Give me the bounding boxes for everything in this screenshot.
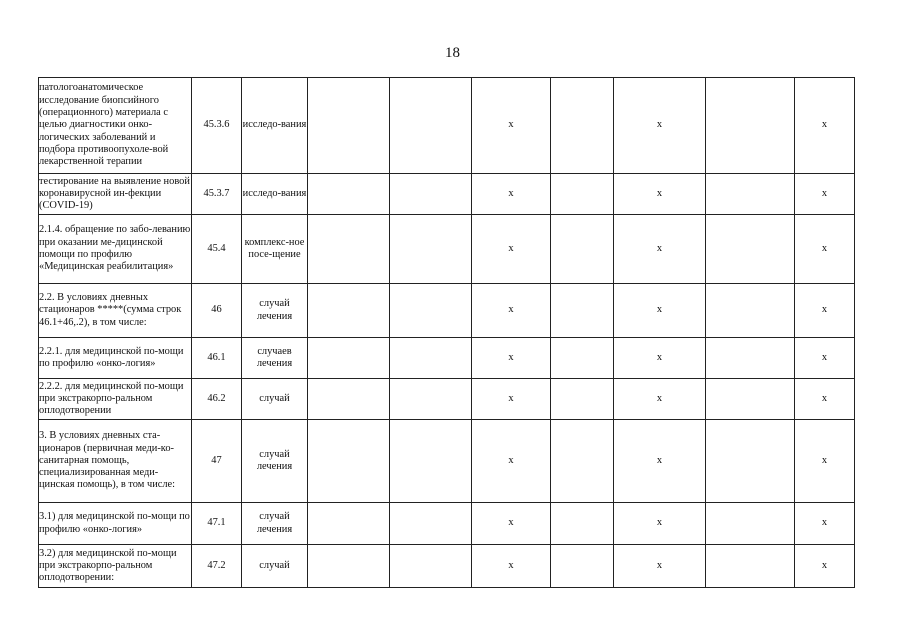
empty-cell [706, 215, 795, 284]
empty-cell [308, 420, 390, 503]
x-mark: x [795, 174, 855, 215]
empty-cell [390, 379, 472, 420]
data-table [38, 77, 855, 588]
empty-cell [551, 174, 614, 215]
empty-cell [551, 78, 614, 174]
row-name: 2.2.1. для медицинской по-мощи по профилю «онко-логия» [39, 338, 192, 379]
empty-cell [390, 215, 472, 284]
empty-cell [308, 503, 390, 545]
row-unit: случаев лечения [242, 338, 308, 379]
table-row [39, 284, 855, 338]
empty-cell [706, 379, 795, 420]
row-unit: исследо-вания [242, 174, 308, 215]
x-mark: x [472, 174, 551, 215]
x-mark: x [614, 545, 706, 588]
empty-cell [551, 420, 614, 503]
table-row [39, 545, 855, 588]
empty-cell [706, 420, 795, 503]
row-name: 3.1) для медицинской по-мощи по профилю «онко-логия» [39, 503, 192, 545]
x-mark: x [614, 338, 706, 379]
empty-cell [308, 284, 390, 338]
empty-cell [551, 284, 614, 338]
empty-cell [706, 284, 795, 338]
empty-cell [706, 338, 795, 379]
table-row [39, 379, 855, 420]
empty-cell [551, 379, 614, 420]
empty-cell [390, 174, 472, 215]
empty-cell [390, 284, 472, 338]
row-code: 46 [192, 284, 242, 338]
x-mark: x [614, 174, 706, 215]
row-name: 3.2) для медицинской по-мощи при экстракорпо-ральном оплодотворении: [39, 545, 192, 588]
row-unit: случай [242, 379, 308, 420]
empty-cell [390, 503, 472, 545]
row-code: 46.1 [192, 338, 242, 379]
empty-cell [390, 545, 472, 588]
page-number: 18 [445, 45, 460, 61]
empty-cell [551, 545, 614, 588]
row-name: 2.2. В условиях дневных стационаров *****(сумма строк 46.1+46,.2), в том числе: [39, 284, 192, 338]
x-mark: x [472, 284, 551, 338]
row-unit: случай лечения [242, 503, 308, 545]
x-mark: x [472, 420, 551, 503]
empty-cell [308, 215, 390, 284]
empty-cell [390, 338, 472, 379]
row-name: патологоанатомическое исследование биопсийного (операционного) материала с целью диагностики онко-логических заболеваний и подбора противоопухоле-вой лекарственной терапии [39, 78, 192, 174]
x-mark: x [472, 545, 551, 588]
empty-cell [390, 78, 472, 174]
empty-cell [308, 545, 390, 588]
x-mark: x [795, 338, 855, 379]
x-mark: x [472, 503, 551, 545]
table-row [39, 78, 855, 174]
x-mark: x [472, 379, 551, 420]
x-mark: x [614, 503, 706, 545]
empty-cell [308, 338, 390, 379]
row-code: 47.2 [192, 545, 242, 588]
row-code: 46.2 [192, 379, 242, 420]
row-code: 45.4 [192, 215, 242, 284]
empty-cell [706, 174, 795, 215]
empty-cell [551, 215, 614, 284]
row-unit: случай лечения [242, 284, 308, 338]
x-mark: x [795, 284, 855, 338]
empty-cell [390, 420, 472, 503]
table-row [39, 503, 855, 545]
x-mark: x [614, 78, 706, 174]
empty-cell [551, 338, 614, 379]
row-unit: комплекс-ное посе-щение [242, 215, 308, 284]
x-mark: x [614, 215, 706, 284]
row-code: 47.1 [192, 503, 242, 545]
x-mark: x [614, 420, 706, 503]
empty-cell [706, 78, 795, 174]
x-mark: x [614, 284, 706, 338]
table-row [39, 215, 855, 284]
x-mark: x [472, 78, 551, 174]
x-mark: x [795, 379, 855, 420]
row-name: тестирование на выявление новой коронавирусной ин-фекции (COVID-19) [39, 174, 192, 215]
empty-cell [706, 503, 795, 545]
row-unit: случай [242, 545, 308, 588]
x-mark: x [795, 545, 855, 588]
x-mark: x [472, 338, 551, 379]
x-mark: x [472, 215, 551, 284]
empty-cell [308, 379, 390, 420]
row-unit: случай лечения [242, 420, 308, 503]
empty-cell [308, 174, 390, 215]
empty-cell [551, 503, 614, 545]
x-mark: x [795, 503, 855, 545]
table-row [39, 174, 855, 215]
row-code: 45.3.6 [192, 78, 242, 174]
row-name: 3. В условиях дневных ста-ционаров (первичная меди-ко-санитарная помощь, специализированная меди-цинская помощь), в том числе: [39, 420, 192, 503]
row-code: 47 [192, 420, 242, 503]
row-code: 45.3.7 [192, 174, 242, 215]
empty-cell [706, 545, 795, 588]
row-name: 2.1.4. обращение по забо-леванию при оказании ме-дицинской помощи по профилю «Медицинская реабилитация» [39, 215, 192, 284]
x-mark: x [795, 215, 855, 284]
row-name: 2.2.2. для медицинской по-мощи при экстракорпо-ральном оплодотворении [39, 379, 192, 420]
x-mark: x [614, 379, 706, 420]
x-mark: x [795, 78, 855, 174]
x-mark: x [795, 420, 855, 503]
table-row [39, 420, 855, 503]
empty-cell [308, 78, 390, 174]
table-row [39, 338, 855, 379]
row-unit: исследо-вания [242, 78, 308, 174]
